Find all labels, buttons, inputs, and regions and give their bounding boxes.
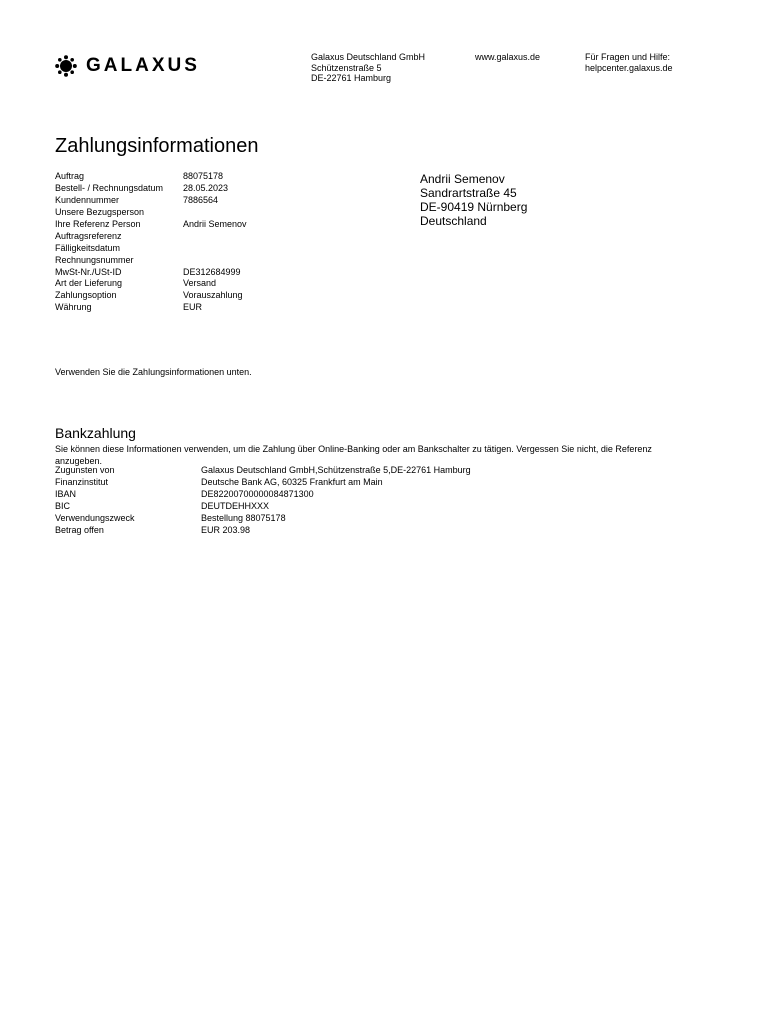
info-label: Auftrag [55,171,85,181]
bank-value: Bestellung 88075178 [201,512,286,523]
info-label: Auftragsreferenz [55,230,122,241]
bank-row [55,512,286,525]
recipient-country: Deutschland [420,214,487,228]
info-row [55,302,203,314]
bank-row [55,465,471,477]
info-row [55,231,163,243]
info-value: EUR [183,302,203,313]
company-street: Schützenstraße 5 [311,62,382,73]
info-value: 7886564 [183,194,219,205]
website-link[interactable]: www.galaxus.de [475,52,541,62]
recipient-address [420,172,527,228]
info-label: Rechnungsnummer [55,254,134,265]
help-label: Für Fragen und Hilfe: [585,52,671,62]
info-row [55,207,163,219]
payment-note: Verwenden Sie die Zahlungsinformationen unten. [55,367,252,377]
info-row [55,255,163,267]
help-link[interactable]: helpcenter.galaxus.de [585,62,673,73]
info-label: Kundennummer [55,194,120,205]
bank-row [55,488,314,501]
bank-row [55,524,251,537]
bank-value: Deutsche Bank AG, 60325 Frankfurt am Main [201,476,383,487]
bank-label: IBAN [55,488,77,499]
info-row [55,243,163,255]
info-label: Bestell- / Rechnungsdatum [55,182,164,193]
help-info [585,52,673,73]
bank-details-table [55,465,471,537]
bank-label: Betrag offen [55,524,104,535]
info-label: Unsere Bezugsperson [55,206,145,217]
galaxus-logo-icon [55,55,77,77]
info-label: Währung [55,302,92,313]
bank-label: Finanzinstitut [55,476,109,487]
bank-label: BIC [55,500,71,511]
info-label: Art der Lieferung [55,278,123,289]
info-label: Zahlungsoption [55,290,117,301]
info-row [55,171,224,183]
info-row [55,266,241,279]
company-name: Galaxus Deutschland GmbH [311,52,426,62]
page-title: Zahlungsinformationen [55,135,259,157]
bank-value: DEUTDEHHXXX [201,500,270,511]
info-label: Fälligkeitsdatum [55,242,121,253]
bank-row [55,476,383,489]
order-info-table [55,171,247,314]
bank-payment-title: Bankzahlung [55,425,136,441]
info-row [55,278,217,290]
info-value: 88075178 [183,171,224,181]
company-address [311,52,425,84]
info-value: Versand [183,278,217,289]
logo-text: GALAXUS [86,55,200,76]
bank-payment-description: Sie können diese Informationen verwenden, um die Zahlung über Online-Banking oder am Bankschalter zu tätigen. Vergessen Sie nicht, die Referenz anzugeben. [55,444,652,466]
info-row [55,194,219,207]
bank-row [55,500,270,513]
recipient-street: Sandrartstraße 45 [420,186,517,200]
info-label: MwSt-Nr./USt-ID [55,266,122,277]
company-website [475,52,540,63]
info-row [55,290,243,302]
bank-label: Verwendungszweck [55,512,135,523]
info-label: Ihre Referenz Person [55,218,141,229]
bank-value: DE82200700000084871300 [201,488,314,499]
galaxus-logo [55,55,200,77]
info-value: DE312684999 [183,266,241,277]
info-row [55,182,229,195]
recipient-name: Andrii Semenov [420,172,505,186]
info-value: Andrii Semenov [183,218,247,229]
info-row [55,218,247,231]
info-value: Vorauszahlung [183,290,243,301]
recipient-city: DE-90419 Nürnberg [420,200,528,214]
bank-label: Zugunsten von [55,465,115,475]
company-city: DE-22761 Hamburg [311,73,392,83]
bank-value: EUR 203.98 [201,524,251,535]
bank-value: Galaxus Deutschland GmbH,Schützenstraße 5,DE-22761 Hamburg [201,465,471,475]
info-value: 28.05.2023 [183,182,229,193]
